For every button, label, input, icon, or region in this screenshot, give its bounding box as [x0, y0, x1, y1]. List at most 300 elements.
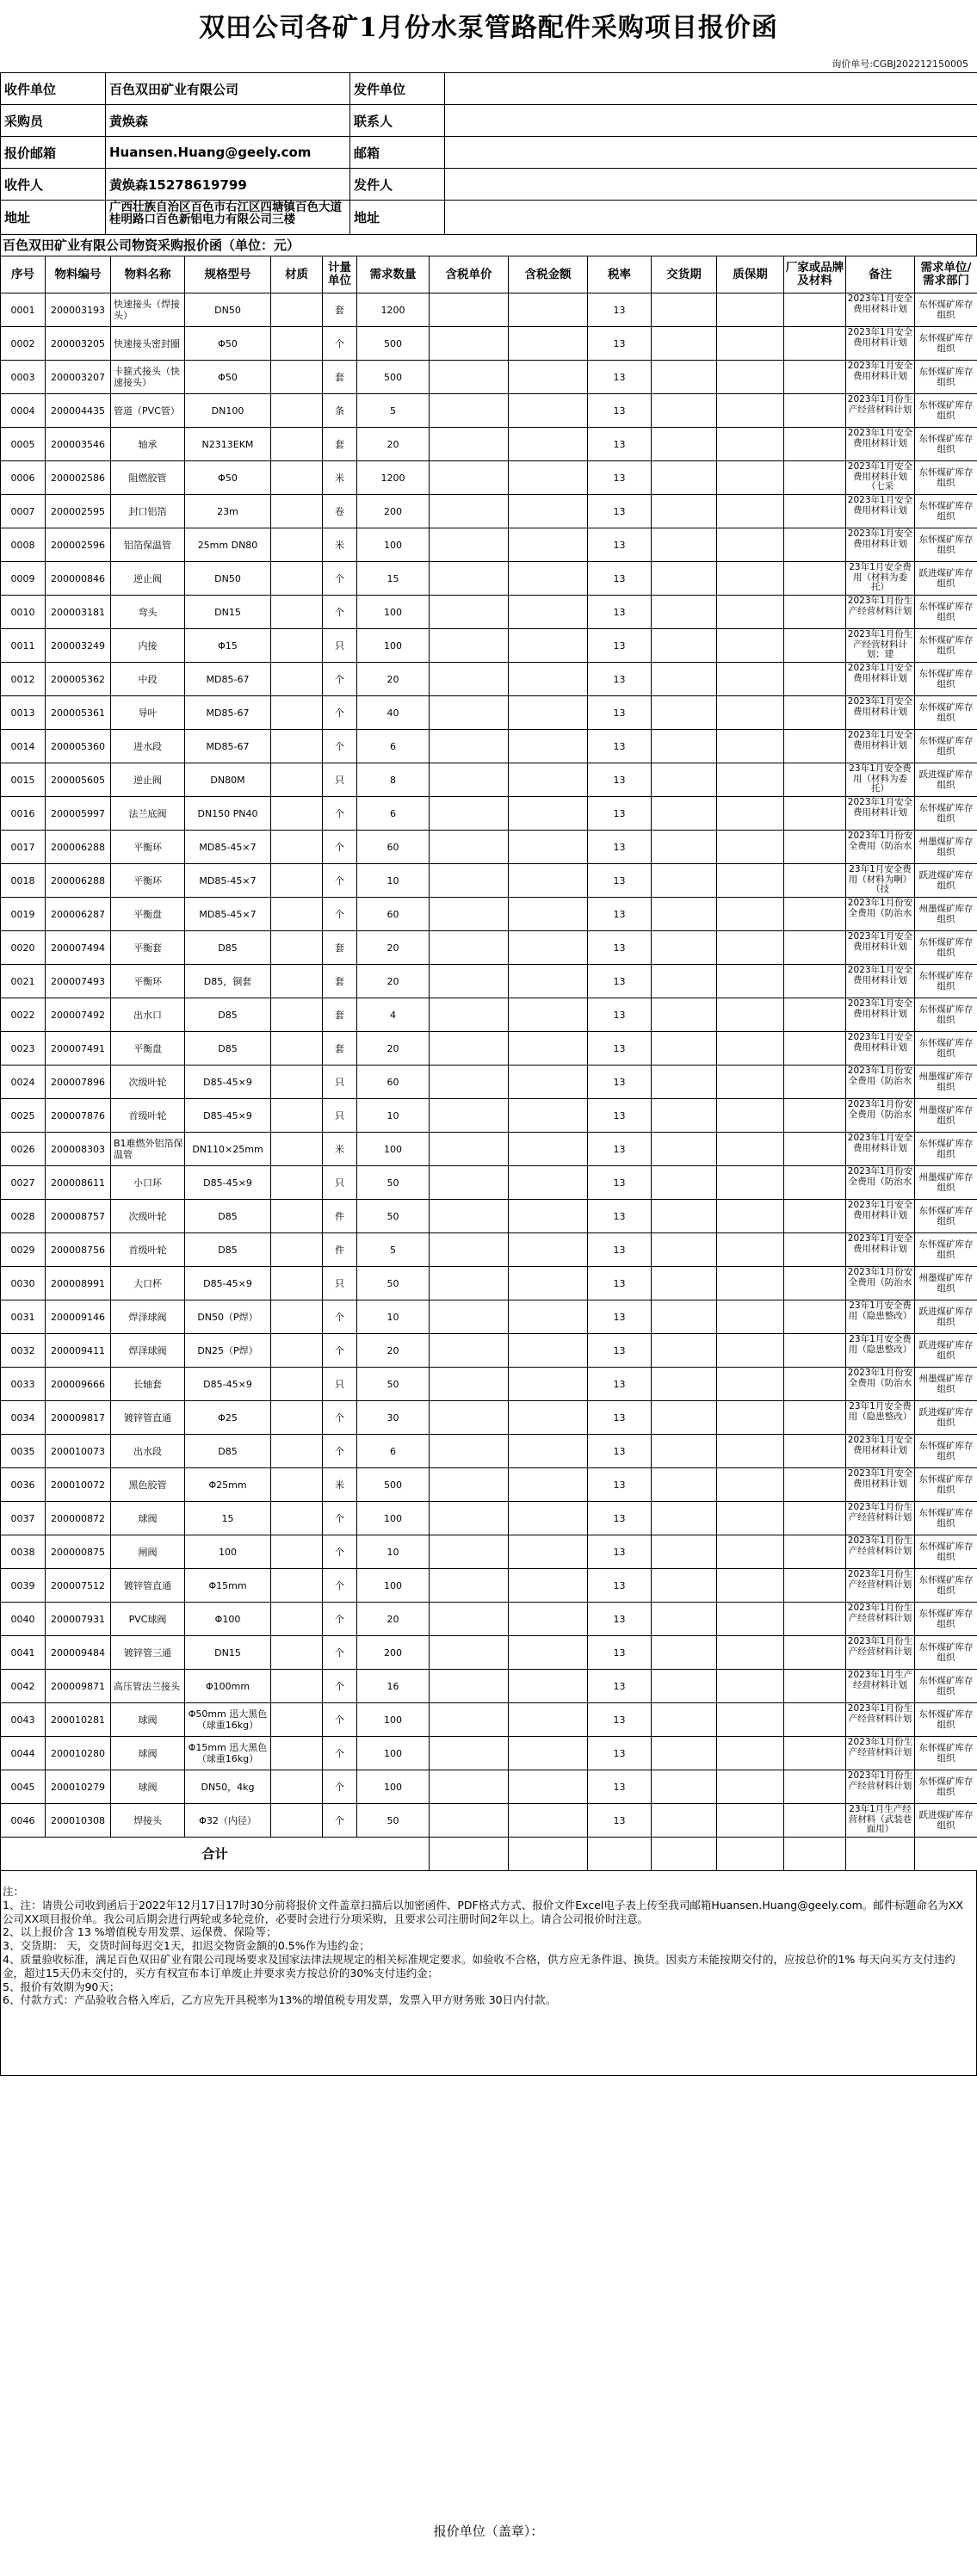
cell-delivery[interactable]: [652, 1300, 717, 1334]
cell-unit-price[interactable]: [430, 293, 509, 327]
address2-value[interactable]: [445, 201, 977, 235]
cell-delivery[interactable]: [652, 1368, 717, 1401]
cell-material[interactable]: [271, 1737, 323, 1770]
cell-amount[interactable]: [509, 495, 588, 528]
cell-brand[interactable]: [784, 1468, 846, 1502]
cell-unit-price[interactable]: [430, 1267, 509, 1300]
cell-delivery[interactable]: [652, 864, 717, 898]
cell-unit-price[interactable]: [430, 1636, 509, 1670]
cell-brand[interactable]: [784, 1133, 846, 1166]
cell-unit-price[interactable]: [430, 864, 509, 898]
cell-unit-price[interactable]: [430, 1468, 509, 1502]
cell-warranty[interactable]: [717, 1267, 784, 1300]
cell-warranty[interactable]: [717, 495, 784, 528]
cell-material[interactable]: [271, 1133, 323, 1166]
cell-delivery[interactable]: [652, 1804, 717, 1838]
cell-material[interactable]: [271, 629, 323, 663]
cell-brand[interactable]: [784, 428, 846, 461]
cell-delivery[interactable]: [652, 1535, 717, 1569]
cell-delivery[interactable]: [652, 394, 717, 428]
cell-delivery[interactable]: [652, 931, 717, 965]
cell-warranty[interactable]: [717, 1703, 784, 1737]
cell-delivery[interactable]: [652, 528, 717, 562]
cell-material[interactable]: [271, 1300, 323, 1334]
mail-value[interactable]: [445, 137, 977, 169]
cell-amount[interactable]: [509, 1703, 588, 1737]
cell-material[interactable]: [271, 1603, 323, 1636]
cell-brand[interactable]: [784, 461, 846, 495]
cell-unit-price[interactable]: [430, 461, 509, 495]
cell-unit-price[interactable]: [430, 428, 509, 461]
cell-unit: 个: [323, 1334, 357, 1368]
cell-amount[interactable]: [509, 998, 588, 1032]
cell-material-name: 铝箔保温管: [111, 528, 185, 562]
cell-delivery[interactable]: [652, 797, 717, 831]
cell-delivery[interactable]: [652, 1502, 717, 1535]
cell-warranty[interactable]: [717, 327, 784, 361]
cell-unit-price[interactable]: [430, 1435, 509, 1468]
cell-warranty[interactable]: [717, 1233, 784, 1267]
cell-brand[interactable]: [784, 1233, 846, 1267]
cell-delivery[interactable]: [652, 1334, 717, 1368]
cell-warranty[interactable]: [717, 528, 784, 562]
cell-unit-price[interactable]: [430, 696, 509, 730]
cell-delivery[interactable]: [652, 1133, 717, 1166]
cell-unit-price[interactable]: [430, 663, 509, 696]
cell-brand[interactable]: [784, 730, 846, 763]
cell-amount[interactable]: [509, 864, 588, 898]
cell-amount[interactable]: [509, 596, 588, 629]
cell-dept: 东怀煤矿库存组织: [915, 998, 977, 1032]
cell-delivery[interactable]: [652, 428, 717, 461]
cell-warranty[interactable]: [717, 293, 784, 327]
cell-delivery[interactable]: [652, 327, 717, 361]
cell-unit-price[interactable]: [430, 1334, 509, 1368]
cell-material[interactable]: [271, 1066, 323, 1099]
cell-material[interactable]: [271, 831, 323, 864]
cell-material[interactable]: [271, 1368, 323, 1401]
cell-brand[interactable]: [784, 1703, 846, 1737]
cell-unit-price[interactable]: [430, 1569, 509, 1603]
cell-delivery[interactable]: [652, 898, 717, 931]
cell-amount[interactable]: [509, 293, 588, 327]
cell-unit-price[interactable]: [430, 1670, 509, 1703]
cell-material[interactable]: [271, 1636, 323, 1670]
cell-material[interactable]: [271, 1200, 323, 1233]
cell-amount[interactable]: [509, 763, 588, 797]
cell-amount[interactable]: [509, 528, 588, 562]
cell-material[interactable]: [271, 965, 323, 998]
cell-brand[interactable]: [784, 1401, 846, 1435]
cell-warranty[interactable]: [717, 629, 784, 663]
cell-material[interactable]: [271, 1670, 323, 1703]
cell-unit-price[interactable]: [430, 528, 509, 562]
cell-brand[interactable]: [784, 1737, 846, 1770]
cell-material[interactable]: [271, 596, 323, 629]
cell-amount[interactable]: [509, 1535, 588, 1569]
cell-warranty[interactable]: [717, 831, 784, 864]
cell-material[interactable]: [271, 1804, 323, 1838]
cell-no: 0033: [1, 1368, 46, 1401]
cell-unit-price[interactable]: [430, 1300, 509, 1334]
cell-amount[interactable]: [509, 831, 588, 864]
cell-unit-price[interactable]: [430, 1703, 509, 1737]
cell-warranty[interactable]: [717, 1636, 784, 1670]
cell-brand[interactable]: [784, 1502, 846, 1535]
cell-material[interactable]: [271, 797, 323, 831]
cell-delivery[interactable]: [652, 562, 717, 596]
cell-tax-rate: 13: [588, 1133, 652, 1166]
cell-material[interactable]: [271, 1770, 323, 1804]
cell-warranty[interactable]: [717, 998, 784, 1032]
cell-warranty[interactable]: [717, 898, 784, 931]
cell-delivery[interactable]: [652, 461, 717, 495]
cell-delivery[interactable]: [652, 361, 717, 394]
cell-unit-price[interactable]: [430, 763, 509, 797]
cell-brand[interactable]: [784, 596, 846, 629]
cell-amount[interactable]: [509, 361, 588, 394]
cell-unit-price[interactable]: [430, 898, 509, 931]
cell-delivery[interactable]: [652, 1200, 717, 1233]
cell-material[interactable]: [271, 1032, 323, 1066]
cell-warranty[interactable]: [717, 1468, 784, 1502]
cell-warranty[interactable]: [717, 1435, 784, 1468]
cell-material[interactable]: [271, 528, 323, 562]
cell-brand[interactable]: [784, 1770, 846, 1804]
cell-amount[interactable]: [509, 562, 588, 596]
cell-brand[interactable]: [784, 1066, 846, 1099]
cell-unit-price[interactable]: [430, 931, 509, 965]
cell-unit-price[interactable]: [430, 998, 509, 1032]
cell-delivery[interactable]: [652, 495, 717, 528]
cell-warranty[interactable]: [717, 394, 784, 428]
cell-delivery[interactable]: [652, 730, 717, 763]
cell-material[interactable]: [271, 1535, 323, 1569]
cell-amount[interactable]: [509, 1300, 588, 1334]
cell-warranty[interactable]: [717, 1569, 784, 1603]
cell-delivery[interactable]: [652, 1770, 717, 1804]
total-unit-price[interactable]: [430, 1838, 509, 1871]
cell-material[interactable]: [271, 461, 323, 495]
cell-unit-price[interactable]: [430, 562, 509, 596]
cell-delivery[interactable]: [652, 1435, 717, 1468]
cell-unit-price[interactable]: [430, 1200, 509, 1233]
cell-brand[interactable]: [784, 663, 846, 696]
cell-delivery[interactable]: [652, 1166, 717, 1200]
cell-unit-price[interactable]: [430, 1502, 509, 1535]
cell-amount[interactable]: [509, 696, 588, 730]
cell-material[interactable]: [271, 864, 323, 898]
cell-brand[interactable]: [784, 562, 846, 596]
cell-unit-price[interactable]: [430, 1133, 509, 1166]
cell-brand[interactable]: [784, 1200, 846, 1233]
cell-material[interactable]: [271, 327, 323, 361]
cell-warranty[interactable]: [717, 1737, 784, 1770]
cell-brand[interactable]: [784, 1569, 846, 1603]
cell-unit-price[interactable]: [430, 1166, 509, 1200]
cell-brand[interactable]: [784, 629, 846, 663]
cell-warranty[interactable]: [717, 1334, 784, 1368]
cell-unit-price[interactable]: [430, 831, 509, 864]
cell-amount[interactable]: [509, 629, 588, 663]
cell-warranty[interactable]: [717, 1166, 784, 1200]
cell-material[interactable]: [271, 663, 323, 696]
cell-delivery[interactable]: [652, 1670, 717, 1703]
cell-delivery[interactable]: [652, 1603, 717, 1636]
cell-warranty[interactable]: [717, 1502, 784, 1535]
cell-delivery[interactable]: [652, 1636, 717, 1670]
cell-quantity: 10: [357, 1300, 430, 1334]
cell-amount[interactable]: [509, 1502, 588, 1535]
cell-delivery[interactable]: [652, 293, 717, 327]
cell-amount[interactable]: [509, 1603, 588, 1636]
cell-amount[interactable]: [509, 1099, 588, 1133]
cell-unit-price[interactable]: [430, 1804, 509, 1838]
cell-delivery[interactable]: [652, 1267, 717, 1300]
cell-unit-price[interactable]: [430, 327, 509, 361]
cell-warranty[interactable]: [717, 428, 784, 461]
cell-brand[interactable]: [784, 1334, 846, 1368]
cell-unit-price[interactable]: [430, 1535, 509, 1569]
cell-unit-price[interactable]: [430, 495, 509, 528]
cell-material[interactable]: [271, 1703, 323, 1737]
address-label: 地址: [1, 201, 106, 235]
cell-unit-price[interactable]: [430, 629, 509, 663]
cell-unit-price[interactable]: [430, 797, 509, 831]
cell-delivery[interactable]: [652, 1468, 717, 1502]
cell-amount[interactable]: [509, 1166, 588, 1200]
cell-material[interactable]: [271, 1435, 323, 1468]
cell-unit-price[interactable]: [430, 965, 509, 998]
cell-warranty[interactable]: [717, 730, 784, 763]
cell-amount[interactable]: [509, 1032, 588, 1066]
cell-warranty[interactable]: [717, 931, 784, 965]
cell-brand[interactable]: [784, 931, 846, 965]
sender-unit-value[interactable]: [445, 73, 977, 105]
cell-brand[interactable]: [784, 831, 846, 864]
cell-brand[interactable]: [784, 361, 846, 394]
cell-material[interactable]: [271, 931, 323, 965]
cell-delivery[interactable]: [652, 998, 717, 1032]
cell-amount[interactable]: [509, 1133, 588, 1166]
cell-material[interactable]: [271, 1099, 323, 1133]
cell-brand[interactable]: [784, 1535, 846, 1569]
cell-unit-price[interactable]: [430, 1368, 509, 1401]
cell-unit-price[interactable]: [430, 361, 509, 394]
cell-amount[interactable]: [509, 1435, 588, 1468]
cell-delivery[interactable]: [652, 1066, 717, 1099]
cell-unit: 只: [323, 629, 357, 663]
cell-warranty[interactable]: [717, 663, 784, 696]
cell-warranty[interactable]: [717, 864, 784, 898]
cell-unit-price[interactable]: [430, 1401, 509, 1435]
cell-warranty[interactable]: [717, 461, 784, 495]
cell-material[interactable]: [271, 394, 323, 428]
cell-delivery[interactable]: [652, 1401, 717, 1435]
cell-brand[interactable]: [784, 1670, 846, 1703]
sender-value[interactable]: [445, 169, 977, 201]
cell-warranty[interactable]: [717, 1770, 784, 1804]
cell-warranty[interactable]: [717, 1603, 784, 1636]
cell-brand[interactable]: [784, 763, 846, 797]
cell-amount[interactable]: [509, 898, 588, 931]
cell-delivery[interactable]: [652, 1233, 717, 1267]
cell-material[interactable]: [271, 495, 323, 528]
cell-warranty[interactable]: [717, 1535, 784, 1569]
cell-brand[interactable]: [784, 864, 846, 898]
cell-warranty[interactable]: [717, 1670, 784, 1703]
cell-amount[interactable]: [509, 1468, 588, 1502]
cell-brand[interactable]: [784, 1300, 846, 1334]
cell-material[interactable]: [271, 696, 323, 730]
cell-amount[interactable]: [509, 1267, 588, 1300]
cell-warranty[interactable]: [717, 361, 784, 394]
cell-amount[interactable]: [509, 327, 588, 361]
cell-warranty[interactable]: [717, 696, 784, 730]
cell-amount[interactable]: [509, 1334, 588, 1368]
cell-material[interactable]: [271, 1267, 323, 1300]
cell-brand[interactable]: [784, 495, 846, 528]
cell-amount[interactable]: [509, 394, 588, 428]
cell-warranty[interactable]: [717, 562, 784, 596]
cell-amount[interactable]: [509, 1569, 588, 1603]
cell-amount[interactable]: [509, 663, 588, 696]
cell-delivery[interactable]: [652, 965, 717, 998]
cell-material[interactable]: [271, 361, 323, 394]
cell-unit-price[interactable]: [430, 1233, 509, 1267]
cell-unit-price[interactable]: [430, 1066, 509, 1099]
cell-delivery[interactable]: [652, 1737, 717, 1770]
cell-brand[interactable]: [784, 394, 846, 428]
cell-warranty[interactable]: [717, 1368, 784, 1401]
cell-delivery[interactable]: [652, 1703, 717, 1737]
cell-material-code: 200002595: [46, 495, 111, 528]
cell-brand[interactable]: [784, 1636, 846, 1670]
cell-unit-price[interactable]: [430, 596, 509, 629]
cell-brand[interactable]: [784, 797, 846, 831]
cell-amount[interactable]: [509, 1670, 588, 1703]
cell-amount[interactable]: [509, 1200, 588, 1233]
cell-amount[interactable]: [509, 730, 588, 763]
cell-material[interactable]: [271, 293, 323, 327]
cell-material[interactable]: [271, 730, 323, 763]
cell-amount[interactable]: [509, 1233, 588, 1267]
cell-warranty[interactable]: [717, 596, 784, 629]
cell-amount[interactable]: [509, 1636, 588, 1670]
cell-unit-price[interactable]: [430, 1603, 509, 1636]
cell-delivery[interactable]: [652, 696, 717, 730]
cell-brand[interactable]: [784, 1804, 846, 1838]
cell-unit: 只: [323, 1267, 357, 1300]
cell-amount[interactable]: [509, 797, 588, 831]
cell-delivery[interactable]: [652, 831, 717, 864]
cell-unit-price[interactable]: [430, 1770, 509, 1804]
cell-warranty[interactable]: [717, 763, 784, 797]
cell-dept: 东怀煤矿库存组织: [915, 1603, 977, 1636]
cell-amount[interactable]: [509, 965, 588, 998]
cell-warranty[interactable]: [717, 1133, 784, 1166]
cell-warranty[interactable]: [717, 1300, 784, 1334]
cell-brand[interactable]: [784, 1166, 846, 1200]
cell-warranty[interactable]: [717, 1401, 784, 1435]
cell-dept: 东怀煤矿库存组织: [915, 797, 977, 831]
contact-value[interactable]: [445, 105, 977, 137]
cell-unit-price[interactable]: [430, 394, 509, 428]
cell-delivery[interactable]: [652, 596, 717, 629]
cell-material-code: 200009411: [46, 1334, 111, 1368]
cell-material[interactable]: [271, 898, 323, 931]
cell-material[interactable]: [271, 1569, 323, 1603]
cell-material-code: 200003249: [46, 629, 111, 663]
cell-unit-price[interactable]: [430, 1099, 509, 1133]
cell-unit: 套: [323, 428, 357, 461]
cell-tax-rate: 13: [588, 1066, 652, 1099]
cell-material[interactable]: [271, 562, 323, 596]
cell-brand[interactable]: [784, 1099, 846, 1133]
total-amount[interactable]: [509, 1838, 588, 1871]
cell-brand[interactable]: [784, 528, 846, 562]
cell-warranty[interactable]: [717, 797, 784, 831]
cell-material[interactable]: [271, 1401, 323, 1435]
cell-warranty[interactable]: [717, 1804, 784, 1838]
cell-delivery[interactable]: [652, 763, 717, 797]
cell-unit-price[interactable]: [430, 1032, 509, 1066]
cell-material[interactable]: [271, 1334, 323, 1368]
cell-amount[interactable]: [509, 931, 588, 965]
cell-warranty[interactable]: [717, 1200, 784, 1233]
cell-material[interactable]: [271, 1233, 323, 1267]
cell-amount[interactable]: [509, 1804, 588, 1838]
cell-amount[interactable]: [509, 461, 588, 495]
cell-amount[interactable]: [509, 1770, 588, 1804]
cell-brand[interactable]: [784, 998, 846, 1032]
cell-warranty[interactable]: [717, 1066, 784, 1099]
cell-brand[interactable]: [784, 1435, 846, 1468]
cell-material[interactable]: [271, 1468, 323, 1502]
cell-warranty[interactable]: [717, 1099, 784, 1133]
cell-brand[interactable]: [784, 1603, 846, 1636]
cell-delivery[interactable]: [652, 663, 717, 696]
cell-brand[interactable]: [784, 327, 846, 361]
cell-amount[interactable]: [509, 1401, 588, 1435]
cell-amount[interactable]: [509, 1368, 588, 1401]
cell-brand[interactable]: [784, 965, 846, 998]
cell-unit-price[interactable]: [430, 730, 509, 763]
cell-delivery[interactable]: [652, 629, 717, 663]
cell-material[interactable]: [271, 428, 323, 461]
cell-amount[interactable]: [509, 428, 588, 461]
cell-brand[interactable]: [784, 696, 846, 730]
cell-brand[interactable]: [784, 1032, 846, 1066]
cell-material[interactable]: [271, 763, 323, 797]
cell-delivery[interactable]: [652, 1099, 717, 1133]
cell-unit-price[interactable]: [430, 1737, 509, 1770]
cell-brand[interactable]: [784, 898, 846, 931]
cell-material[interactable]: [271, 1166, 323, 1200]
cell-warranty[interactable]: [717, 965, 784, 998]
cell-amount[interactable]: [509, 1066, 588, 1099]
cell-material[interactable]: [271, 1502, 323, 1535]
cell-warranty[interactable]: [717, 1032, 784, 1066]
cell-amount[interactable]: [509, 1737, 588, 1770]
cell-brand[interactable]: [784, 293, 846, 327]
cell-brand[interactable]: [784, 1368, 846, 1401]
cell-brand[interactable]: [784, 1267, 846, 1300]
cell-delivery[interactable]: [652, 1032, 717, 1066]
cell-material[interactable]: [271, 998, 323, 1032]
cell-spec: Φ100mm: [185, 1670, 271, 1703]
cell-delivery[interactable]: [652, 1569, 717, 1603]
